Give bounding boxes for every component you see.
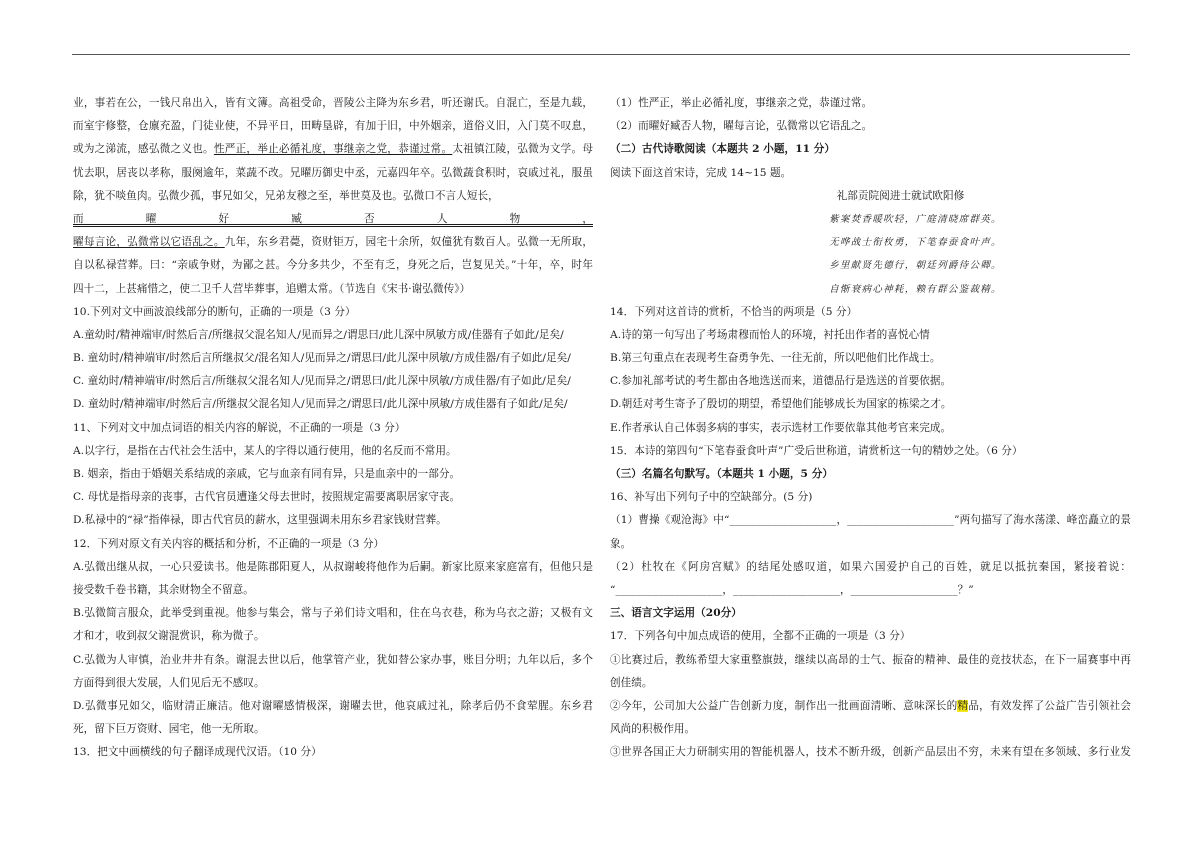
q17-line <box>610 695 1131 718</box>
q12-line: 接受数千卷书籍，其余财物全不留意。 <box>73 583 254 596</box>
q10-option-a: A.童幼时/精神端审/时然后言/所继叔父混名知人/见而异之/谓思曰/此儿深中夙敏方成/佳器有子如此/足矣/ <box>73 328 564 341</box>
q16-line: （1）曹操《观沧海》中“____________________，____________________”两句描写了海水荡漾、峰峦矗立的景 <box>610 514 1131 527</box>
q17-line: 风尚的积极作用。 <box>610 723 696 736</box>
q14-option-d: D.朝廷对考生寄予了殷切的期望，希望他们能够成长为国家的栋梁之才。 <box>610 398 952 411</box>
q17-text: 品，有效发挥了公益广告引领社会 <box>968 699 1131 712</box>
question-14-stem: 14．下列对这首诗的赏析，不恰当的两项是（5 分） <box>610 305 858 318</box>
q10-option-b: B. 童幼时/精神端审/时然后言所继叔父/混名知人/见而异之/谓思曰/此儿深中夙敏/方成佳器/有子如此/足矣/ <box>73 352 571 365</box>
question-15-stem: 15．本诗的第四句“下笔春蚕食叶声”广受后世称道，请赏析这一句的精妙之处。（6 分） <box>610 444 1023 457</box>
question-16-stem: 16、补写出下列句子中的空缺部分。(5 分) <box>610 491 813 504</box>
right-column <box>610 92 1131 764</box>
header-rule <box>72 54 1130 55</box>
q17-line: 创佳绩。 <box>610 676 653 689</box>
section-heading-poetry: （二）古代诗歌阅读（本题共 2 小题，11 分） <box>610 143 836 156</box>
question-10-stem: 10.下列对文中画波浪线部分的断句，正确的一项是（3 分） <box>73 305 356 318</box>
q11-option-d: D.私禄中的“禄”指俸禄，即古代官员的薪水，这里强调未用东乡君家钱财营葬。 <box>73 514 447 527</box>
q12-line: D.弘微事兄如父，临财清正廉洁。他对谢曜感情极深，谢曜去世，他哀戚过礼，除孝后仍不食荤腥。东乡君 <box>73 699 593 712</box>
underlined-sentence-2b: 曜每言论，弘微常以它语乱之。 <box>73 236 225 249</box>
poem-line: 自惭衰病心神耗，赖有群公鉴裁精。 <box>829 283 1002 295</box>
passage-line <box>73 208 593 231</box>
underlined-sentence-2a: 而曜好臧否人物， <box>73 212 593 225</box>
q14-option-a: A.诗的第一句写出了考场肃穆而怡人的环境，衬托出作者的喜悦心情 <box>610 328 930 341</box>
passage-line: 四十二，上甚痛惜之，使二卫千人营毕葬事，追赠太常。（节选自《宋书·谢弘微传》） <box>73 282 471 295</box>
passage-line: 除，犹不啖鱼肉。弘微少孤，事兄如父，兄弟友穆之至，举世莫及也。弘微口不言人短长， <box>73 189 499 202</box>
q10-option-c: C. 童幼时/精神端审/时然后言/所继叔父混名知人/见而异之/谓思曰/此儿深中夙敏/方成佳器/有子如此/足矣/ <box>73 375 571 388</box>
question-17-stem: 17．下列各句中加点成语的使用，全都不正确的一项是（3 分） <box>610 630 911 643</box>
q12-line: B.弘微简言服众，此举受到重视。他参与集会，常与子弟们诗文唱和，住在乌衣巷，称为乌衣之游；又极有文 <box>73 607 593 620</box>
question-13-stem: 13．把文中画横线的句子翻译成现代汉语。（10 分） <box>73 746 322 759</box>
section-heading-language: 三、语言文字运用（20分） <box>610 607 742 620</box>
poem-intro: 阅读下面这首宋诗，完成 14~15 题。 <box>610 166 792 179</box>
q13-item-2: （2）而曜好臧否人物，曜每言论，弘微常以它语乱之。 <box>610 120 873 133</box>
q13-item-1: （1）性严正，举止必循礼度，事继亲之党，恭谨过常。 <box>610 97 873 109</box>
q17-text: ②今年，公司加大公益广告创新力度，制作出一批画面清晰、意味深长的 <box>610 699 958 712</box>
q16-line: （2）杜牧在《阿房宫赋》的结尾处感叹道，如果六国爱护自己的百姓，就足以抵抗秦国，紧接着说： <box>610 560 1131 573</box>
q14-option-b: B.第三句重点在表现考生奋勇争先、一往无前，所以吧他们比作战士。 <box>610 352 941 365</box>
q17-line: ①比赛过后，教练希望大家重整旗鼓，继续以高昂的士气、振奋的精神、最佳的竞技状态，在下一届赛事中再 <box>610 653 1131 666</box>
q12-line: A.弘微出继从叔，一心只爱读书。他是陈郡阳夏人，从叔谢峻将他作为后嗣。新家比原来家庭富有，但他只是 <box>73 560 593 573</box>
passage-line <box>73 138 593 161</box>
section-heading-dictation: （三）名篇名句默写。（本题共 1 小题，5 分） <box>610 468 833 480</box>
poem-line: 乡里献贤先德行，朝廷列爵待公卿。 <box>829 260 1002 272</box>
passage-text: 太祖镇江陵，弘微为文学。母 <box>452 143 593 156</box>
q11-option-b: B. 姻亲，指由于婚姻关系结成的亲戚，它与血亲有同有异，只是血亲中的一部分。 <box>73 468 461 480</box>
poem-line: 无哗战士衔枚勇，下笔春蚕食叶声。 <box>829 237 1002 249</box>
q16-line: “____________________，____________________，____________________？” <box>610 583 974 596</box>
q14-option-e: E.作者承认自己体弱多病的事实，表示选材工作要依靠其他考官来完成。 <box>610 421 952 434</box>
highlighted-char: 精 <box>957 699 969 712</box>
poem-title: 礼部贡院阅进士就试欧阳修 <box>836 189 965 202</box>
q16-line: 象。 <box>610 537 632 550</box>
q17-line: ③世界各国正大力研制实用的智能机器人，技术不断升级，创新产品层出不穷，未来有望在多领域、多行业发 <box>610 746 1131 759</box>
passage-line: 而室宇修整，仓廪充盈，门徒业使，不异平日，田畴垦辟，有加于旧，中外姻亲，道俗义旧，入门莫不叹息， <box>73 120 593 133</box>
underlined-sentence-1: 性严正，举止必循礼度，事继亲之党，恭谨过常。 <box>213 143 453 156</box>
q12-line: 才和才，收到叔父谢混赏识，称为微子。 <box>73 630 265 643</box>
passage-line <box>73 231 593 254</box>
q14-option-c: C.参加礼部考试的考生都由各地选送而来，道德品行是选送的首要依据。 <box>610 375 952 388</box>
passage-text: 九年，东乡君薨，资财钜万，园宅十余所，奴僮犹有数百人。弘微一无所取， <box>224 236 593 249</box>
question-11-stem: 11、下列对文中加点词语的相关内容的解说，不正确的一项是（3 分） <box>73 421 406 434</box>
q11-option-a: A.以字行，是指在古代社会生活中，某人的字得以通行使用，他的名反而不常用。 <box>73 444 457 457</box>
passage-line: 忧去职，居丧以孝称，服阕逾年，菜蔬不改。兄曜历御史中丞，元嘉四年卒。弘微蔬食积时，哀戚过礼，服虽 <box>73 166 593 179</box>
q10-option-d: D. 童幼时/精神端审/时然后言/所继叔父混名知人/见而异之/谓思曰/此儿深中夙敏/方成佳器有子如此/足矣/ <box>73 398 568 411</box>
q12-line: 方面得到很大发展，人们见后无不感叹。 <box>73 676 265 689</box>
poem-line: 紫案焚香暖吹轻，广庭清晓席群英。 <box>829 213 1002 225</box>
passage-line: 自以私禄营葬。曰：“亲戚争财，为鄙之甚。今分多共少，不至有乏，身死之后，岂复见关。”十年，卒，时年 <box>73 259 593 272</box>
passage-line: 业，事若在公，一钱尺帛出入，皆有文簿。高祖受命，晋陵公主降为东乡君，听还谢氏。自混亡，至是九载， <box>73 97 593 109</box>
passage-text: 或为之涕流，感弘微之义也。 <box>73 143 214 156</box>
q12-line: C.弘微为人审慎，治业井井有条。谢混去世以后，他掌管产业，犹如替公家办事，账目分明；九年以后，多个 <box>73 653 593 666</box>
q12-line: 死，留下巨万资财、园宅，他一无所取。 <box>73 723 265 736</box>
question-12-stem: 12．下列对原文有关内容的概括和分析，不正确的一项是（3 分） <box>73 537 385 550</box>
q11-option-c: C. 母忧是指母亲的丧事，古代官员遭逢父母去世时，按照规定需要离职居家守丧。 <box>73 491 461 504</box>
left-column <box>73 92 593 764</box>
